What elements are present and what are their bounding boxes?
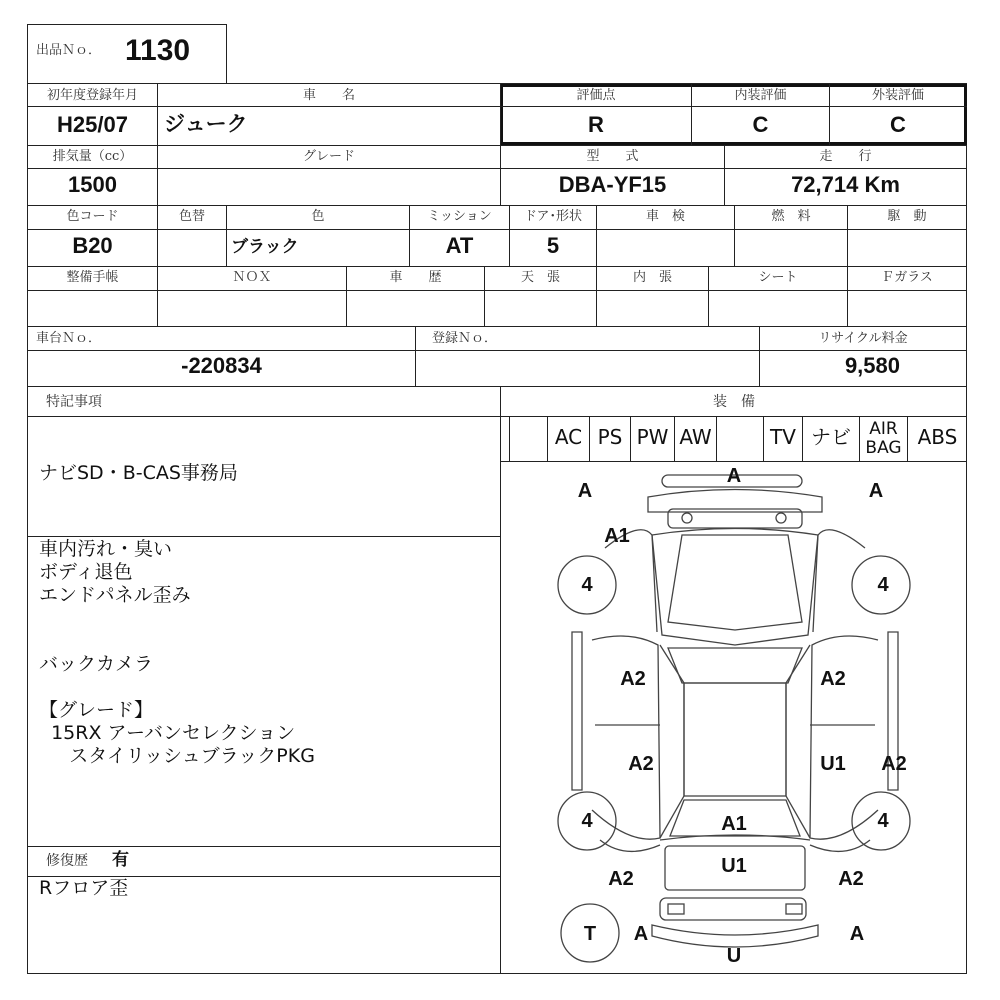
exterior-score-value: C: [890, 112, 906, 137]
door-type-label: ドア･形状: [523, 209, 583, 224]
damage-mark: T: [583, 923, 597, 945]
equipment-item: AW: [674, 417, 716, 461]
first-registration-value: H25/07: [57, 112, 128, 137]
damage-mark: A2: [628, 753, 654, 775]
color-label: 色: [311, 209, 325, 224]
chassis-number-label: 車台Ｎｏ．: [36, 331, 102, 346]
equipment-item: AIR BAG: [859, 417, 907, 461]
displacement-label: 排気量（cc）: [52, 149, 133, 164]
car-name-label: 車 名: [302, 88, 355, 103]
damage-mark: A: [633, 923, 649, 945]
chassis-number-value: -220834: [181, 353, 262, 378]
equipment-item: TV: [763, 417, 802, 461]
equipment-item: PS: [589, 417, 630, 461]
maintenance-record-label: 整備手帳: [66, 270, 119, 285]
interior-score-value: C: [752, 112, 769, 137]
damage-mark: 4: [877, 574, 889, 596]
damage-mark: A2: [838, 868, 864, 890]
color-code-label: 色コード: [66, 209, 119, 224]
damage-mark: U1: [721, 855, 747, 877]
exterior-score-label: 外装評価: [871, 88, 924, 103]
registration-number-label: 登録Ｎｏ．: [432, 331, 498, 346]
car-name-value: ジューク: [164, 113, 248, 136]
equipment-item: ABS: [907, 417, 967, 461]
damage-mark: U: [726, 945, 742, 967]
interior-score-label: 内装評価: [734, 88, 787, 103]
repaint-label: 色替: [178, 209, 205, 224]
first-registration-label: 初年度登録年月: [46, 88, 138, 103]
color-value: ブラック: [231, 237, 299, 256]
score-label: 評価点: [576, 88, 616, 103]
notes-text-2: 車内汚れ・臭い ボディ退色 エンドパネル歪み バックカメラ 【グレード】 15RX アーバンセレクション スタイリッシュブラックPKG: [39, 538, 315, 767]
damage-mark: U1: [820, 753, 846, 775]
transmission-value: AT: [445, 233, 474, 258]
mileage-label: 走 行: [819, 149, 872, 164]
equipment-item: PW: [630, 417, 674, 461]
damage-mark: A: [849, 923, 865, 945]
equipment-item: AC: [547, 417, 589, 461]
repair-history-value: 有: [112, 850, 129, 869]
damage-mark: A: [868, 480, 884, 502]
vehicle-history-label: 車 歴: [389, 270, 442, 285]
damage-mark: A1: [604, 525, 630, 547]
damage-mark: A2: [820, 668, 846, 690]
recycle-fee-label: リサイクル料金: [818, 331, 908, 346]
lot-number-label: 出品Ｎｏ．: [36, 43, 102, 58]
fuel-label: 燃 料: [771, 209, 811, 224]
lot-number: 1130: [125, 34, 191, 67]
transmission-label: ミッション: [427, 209, 492, 224]
drive-label: 駆 動: [887, 209, 927, 224]
headliner-label: 天 張: [520, 270, 560, 285]
damage-mark: A1: [721, 813, 747, 835]
repair-history-label: 修復歴: [46, 853, 88, 869]
notes-text-1: ナビSD・B-CAS事務局: [39, 462, 238, 484]
grade-label: グレード: [302, 149, 355, 164]
damage-mark: A2: [881, 753, 907, 775]
score-value: R: [588, 112, 604, 137]
displacement-value: 1500: [68, 172, 117, 197]
notes-label: 特記事項: [46, 394, 102, 410]
seat-label: シート: [758, 270, 798, 285]
damage-mark: A: [726, 465, 742, 487]
inspection-label: 車 検: [645, 209, 685, 224]
recycle-fee-value: 9,580: [844, 353, 900, 378]
damage-mark: A2: [608, 868, 634, 890]
damage-mark: 4: [581, 574, 593, 596]
front-glass-label: Ｆガラス: [881, 270, 933, 285]
model-value: DBA-YF15: [558, 172, 667, 197]
mileage-value: 72,714 Km: [791, 172, 900, 197]
damage-mark: A2: [620, 668, 646, 690]
equipment-label: 装 備: [713, 394, 755, 410]
repair-detail-text: Rフロア歪: [39, 877, 129, 899]
model-label: 型 式: [586, 149, 639, 164]
door-type-value: 5: [546, 233, 560, 258]
equipment-item: ナビ: [802, 417, 859, 461]
damage-mark: 4: [581, 810, 593, 832]
color-code-value: B20: [72, 233, 113, 258]
nox-label: ＮＯＸ: [232, 270, 272, 285]
damage-mark: 4: [877, 810, 889, 832]
interior-trim-label: 内 張: [632, 270, 672, 285]
damage-mark: A: [577, 480, 593, 502]
